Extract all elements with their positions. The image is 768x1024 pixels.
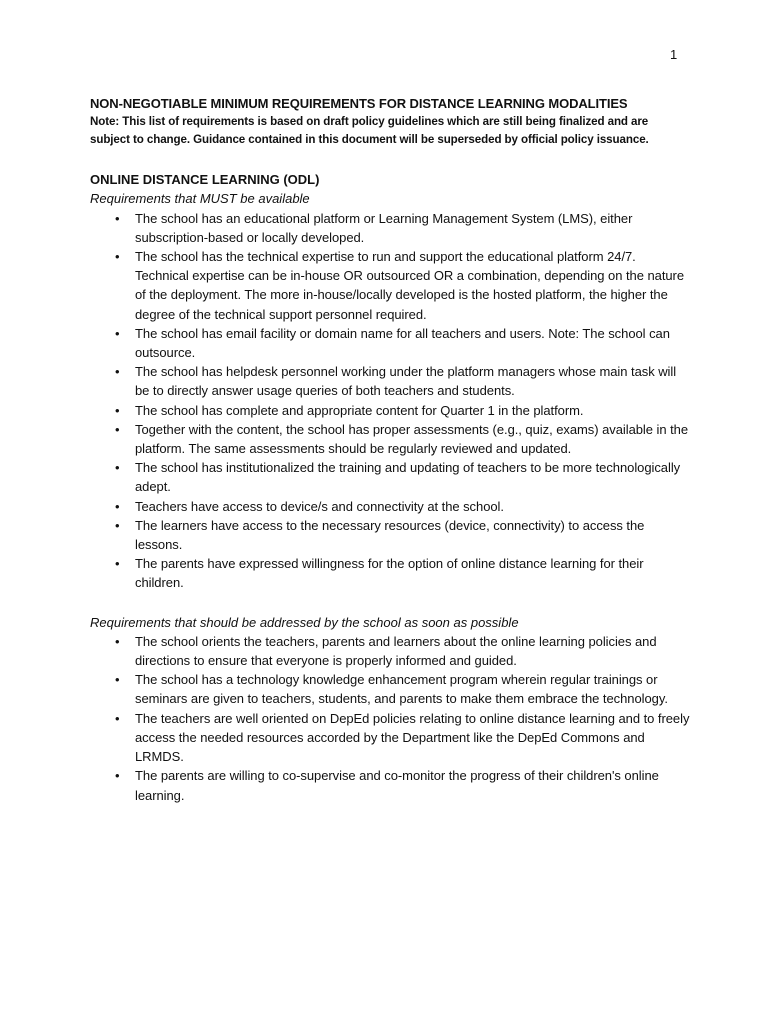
list-item-text: The school orients the teachers, parents and learners about the online learning policies and directions to ensure that everyone is properly informed and guided. (135, 633, 657, 669)
list-item (90, 362, 690, 400)
soon-requirements-heading: Requirements that should be addressed by the school as soon as possible (90, 614, 519, 630)
list-item (90, 420, 690, 458)
list-item (90, 670, 690, 708)
list-item (90, 766, 690, 804)
soon-requirements-list (90, 632, 690, 805)
list-item-text: The school has complete and appropriate content for Quarter 1 in the platform. (135, 402, 584, 418)
bullet-icon: • (115, 672, 120, 688)
list-item (90, 709, 690, 767)
bullet-icon: • (115, 210, 120, 226)
list-item-text: The learners have access to the necessary resources (device, connectivity) to access the lessons. (135, 517, 645, 553)
bullet-icon: • (115, 710, 120, 726)
bullet-icon: • (115, 249, 120, 265)
list-item-text: The school has a technology knowledge enhancement program wherein regular trainings or seminars are given to teachers, students, and parents to make them embrace the technology. (135, 672, 668, 707)
bullet-icon: • (115, 402, 120, 418)
bullet-icon: • (115, 325, 120, 341)
list-item (90, 497, 690, 516)
document-title: NON-NEGOTIABLE MINIMUM REQUIREMENTS FOR DISTANCE LEARNING MODALITIES (90, 96, 628, 111)
list-item (90, 401, 690, 420)
section-heading-odl: ONLINE DISTANCE LEARNING (ODL) (90, 172, 320, 188)
list-item (90, 554, 690, 592)
list-item (90, 632, 690, 670)
list-item-text: The school has an educational platform or Learning Management System (LMS), either subscription-based or locally developed. (135, 210, 633, 245)
list-item (90, 247, 690, 324)
list-item-text: The school has email facility or domain name for all teachers and users. Note: The school can outsource. (135, 325, 670, 361)
bullet-icon: • (115, 633, 120, 649)
bullet-icon: • (115, 421, 120, 437)
list-item-text: The parents have expressed willingness for the option of online distance learning for their children. (135, 556, 644, 591)
bullet-icon: • (115, 517, 120, 533)
list-item-text: Together with the content, the school has proper assessments (e.g., quiz, exams) available in the platform. The same assessments should be regularly reviewed and updated. (135, 421, 689, 457)
list-item (90, 324, 690, 362)
list-item-text: The teachers are well oriented on DepEd policies relating to online distance learning and to freely access the needed resources accorded by the Department like the DepEd Commons and LRMDS. (135, 710, 690, 765)
bullet-icon: • (115, 460, 120, 476)
list-item-text: Teachers have access to device/s and connectivity at the school. (135, 498, 504, 514)
document-body (90, 94, 690, 805)
list-item (90, 516, 690, 554)
page-number: 1 (670, 47, 678, 62)
list-item-text: The school has the technical expertise to run and support the educational platform 24/7. Technical expertise can be in-house OR outsourced OR a combination, depending on the nature of the deployment. The more in-house/locally developed is the hosted platform, the higher the degree of the technical support personnel required. (135, 249, 685, 322)
list-item-text: The parents are willing to co-supervise and co-monitor the progress of their children's online learning. (135, 768, 659, 803)
must-requirements-list (90, 209, 690, 593)
list-item (90, 209, 690, 247)
bullet-icon: • (115, 556, 120, 572)
must-requirements-heading: Requirements that MUST be available (90, 191, 310, 207)
bullet-icon: • (115, 364, 120, 380)
list-item (90, 458, 690, 496)
list-item-text: The school has institutionalized the training and updating of teachers to be more technologically adept. (135, 460, 681, 495)
bullet-icon: • (115, 498, 120, 514)
bullet-icon: • (115, 768, 120, 784)
document-note: Note: This list of requirements is based on draft policy guidelines which are still being finalized and are subject to change. Guidance contained in this document will be superseded by official policy issuance. (90, 115, 649, 147)
list-item-text: The school has helpdesk personnel working under the platform managers whose main task will be to directly answer usage queries of both teachers and students. (135, 364, 677, 399)
